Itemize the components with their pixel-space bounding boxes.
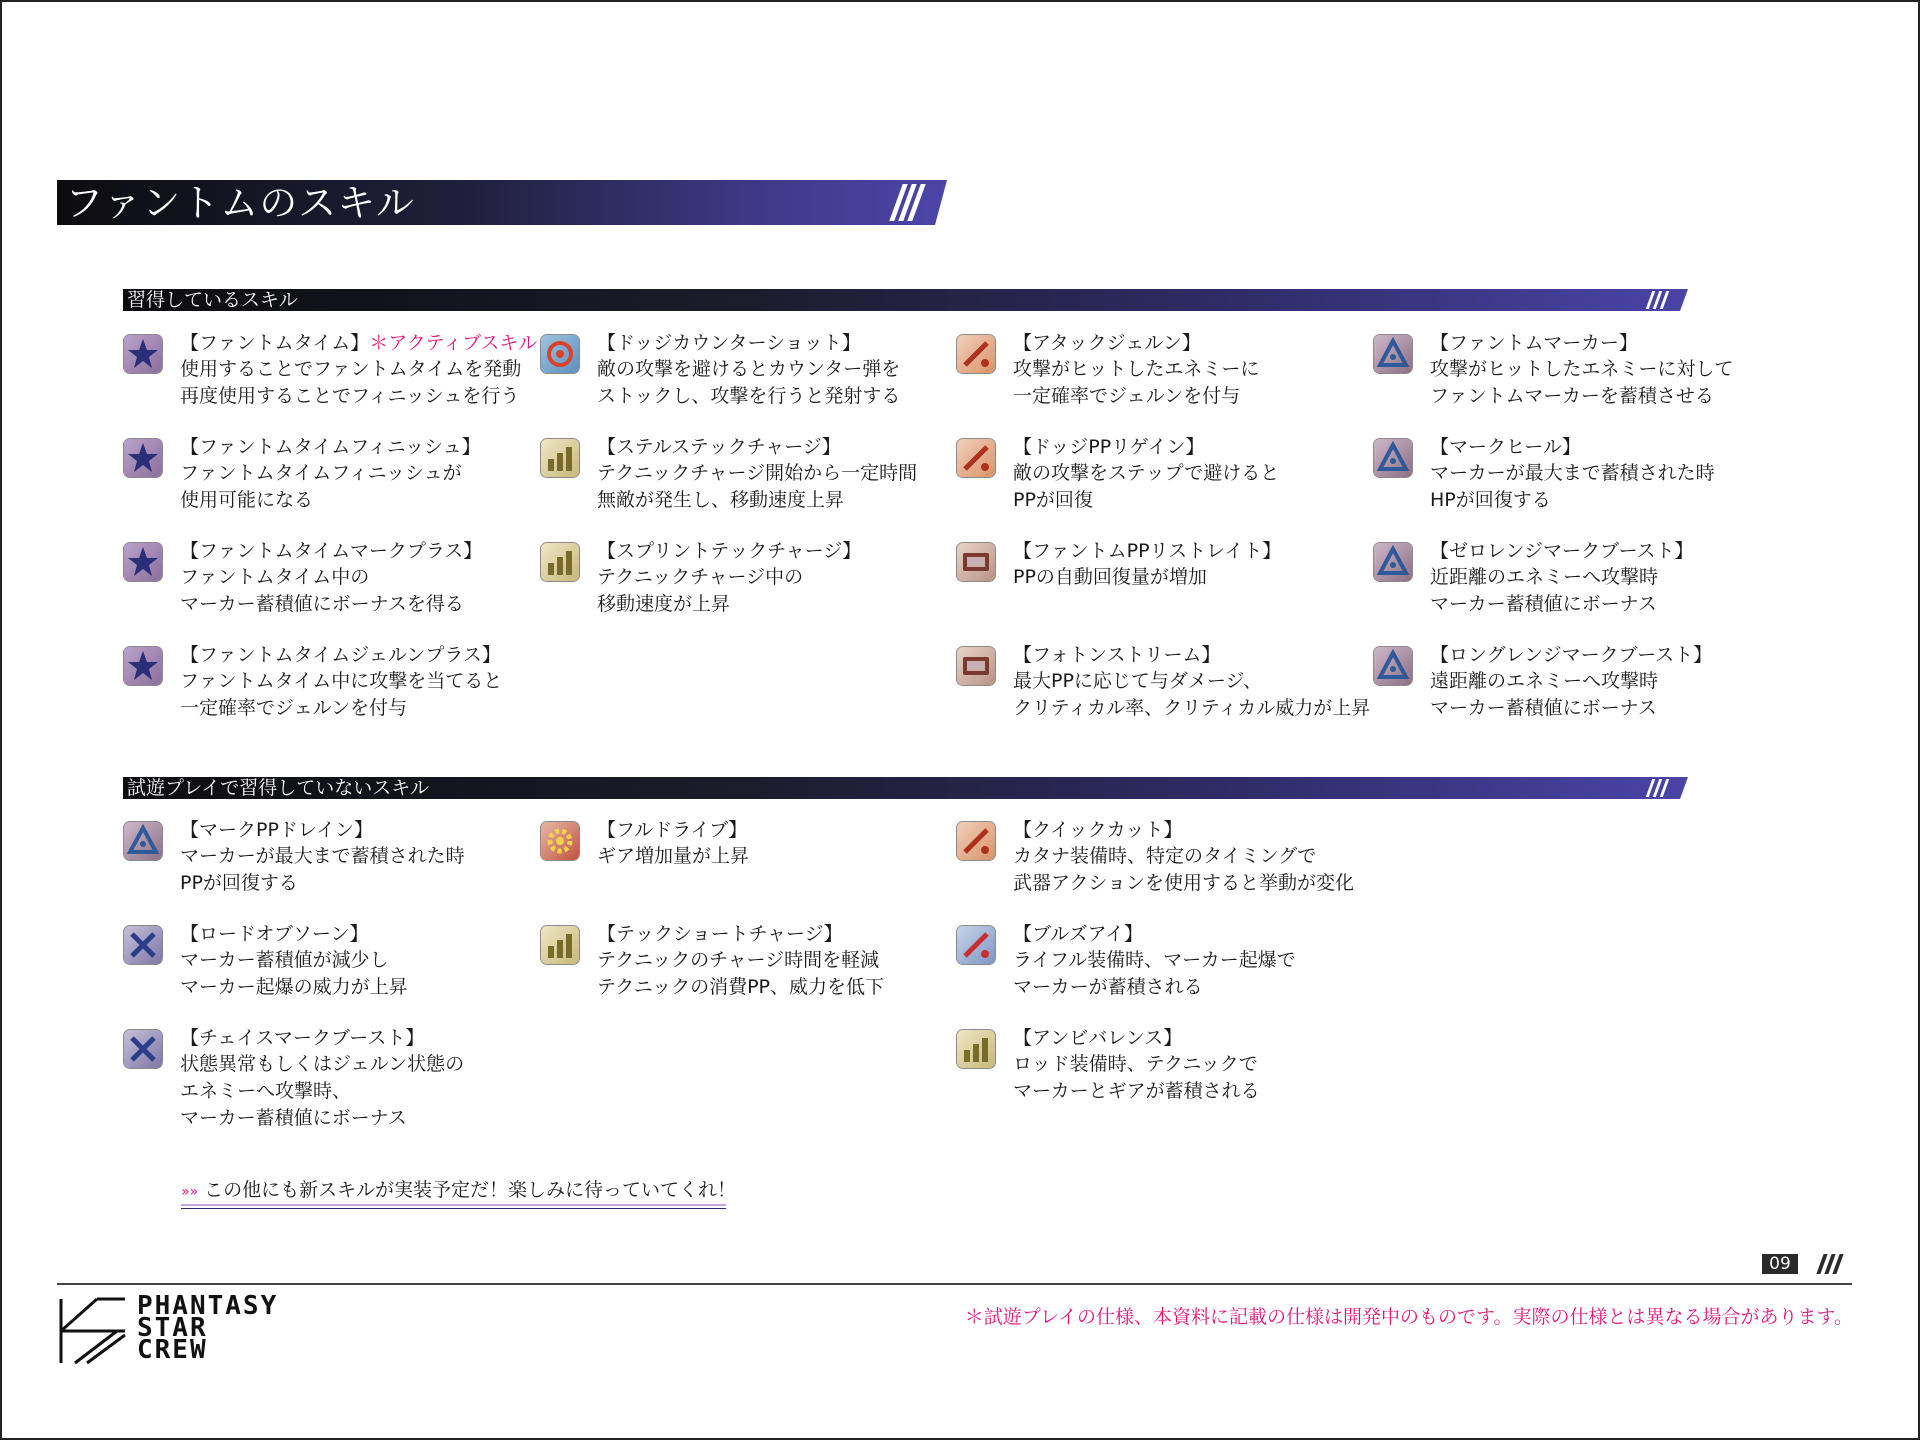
skill-name: 【アンビバレンス】 — [1013, 1027, 1183, 1049]
skill-name: 【ファントムタイム】 — [180, 332, 370, 354]
skill-description: ファントムタイム中の マーカー蓄積値にボーナスを得る — [180, 566, 464, 615]
note-underline — [181, 1208, 726, 1209]
active-skill-tag: ＊アクティブスキル — [369, 332, 538, 354]
section-header-learned — [123, 289, 1688, 311]
upcoming-skills-note — [181, 1177, 736, 1205]
logo-emblem-icon — [57, 1295, 129, 1367]
skill-name: 【ドッジカウンターショット】 — [597, 332, 861, 354]
skill-name: 【ロードオブソーン】 — [180, 923, 369, 945]
note-underline — [181, 1204, 726, 1206]
skill-description: マーカー蓄積値が減少し マーカー起爆の威力が上昇 — [180, 949, 408, 998]
page-title-bar — [57, 180, 947, 225]
skill-name: 【アタックジェルン】 — [1013, 332, 1201, 354]
photon-stream-icon — [956, 646, 996, 686]
skill-description: 攻撃がヒットしたエネミーに対して ファントムマーカーを蓄積させる — [1430, 358, 1734, 407]
skill-description: テクニックチャージ開始から一定時間 無敵が発生し、移動速度上昇 — [597, 462, 918, 511]
sprint-tech-charge-icon — [540, 542, 580, 582]
skill-name: 【マークPPドレイン】 — [180, 819, 373, 841]
mark-heal-icon — [1373, 438, 1413, 478]
tech-short-charge-icon — [540, 925, 580, 965]
skill-name: 【ゼロレンジマークブースト】 — [1430, 540, 1694, 562]
ambivalence-icon — [956, 1029, 996, 1069]
page-number: 09 — [1762, 1254, 1798, 1274]
chase-mark-boost-icon — [123, 1029, 163, 1069]
skill-name: 【ファントムタイムジェルンプラス】 — [180, 644, 501, 666]
skill-description: カタナ装備時、特定のタイミングで 武器アクションを使用すると挙動が変化 — [1013, 845, 1355, 894]
skill-description: ライフル装備時、マーカー起爆で マーカーが蓄積される — [1013, 949, 1296, 998]
skill-name: 【ファントムタイムマークプラス】 — [180, 540, 483, 562]
full-drive-icon — [540, 821, 580, 861]
skill-description: ギア増加量が上昇 — [597, 845, 750, 867]
skill-name: 【チェイスマークブースト】 — [180, 1027, 425, 1049]
skill-description: 遠距離のエネミーへ攻撃時 マーカー蓄積値にボーナス — [1430, 670, 1659, 719]
mark-pp-drain-icon — [123, 821, 163, 861]
skill-description: 攻撃がヒットしたエネミーに 一定確率でジェルンを付与 — [1013, 358, 1260, 407]
skill-name: 【テックショートチャージ】 — [597, 923, 843, 945]
skill-name: 【ファントムマーカー】 — [1430, 332, 1638, 354]
page-number-slashes-icon — [1820, 1254, 1840, 1274]
skill-description: 敵の攻撃をステップで避けると PPが回復 — [1013, 462, 1280, 511]
stealth-tech-charge-icon — [540, 438, 580, 478]
phantom-time-finish-icon — [123, 438, 163, 478]
skill-description: テクニックチャージ中の 移動速度が上昇 — [597, 566, 804, 615]
dodge-counter-shot-icon — [540, 334, 580, 374]
skill-description: 最大PPに応じて与ダメージ、 クリティカル率、クリティカル威力が上昇 — [1013, 670, 1371, 719]
skill-name: 【ブルズアイ】 — [1013, 923, 1143, 945]
skill-name: 【ステルステックチャージ】 — [597, 436, 841, 458]
disclaimer: ＊試遊プレイの仕様、本資料に記載の仕様は開発中のものです。実際の仕様とは異なる場合があります。 — [964, 1306, 1853, 1328]
phantom-pp-restrate-icon — [956, 542, 996, 582]
skill-description: ファントムタイムフィニッシュが 使用可能になる — [180, 462, 462, 511]
skill-description: PPの自動回復量が増加 — [1013, 566, 1207, 588]
skill-name: 【ドッジPPリゲイン】 — [1013, 436, 1205, 458]
skill-description: テクニックのチャージ時間を軽減 テクニックの消費PP、威力を低下 — [597, 949, 885, 998]
zero-range-mark-boost-icon — [1373, 542, 1413, 582]
phantom-time-mark-plus-icon — [123, 542, 163, 582]
skill-name: 【スプリントテックチャージ】 — [597, 540, 862, 562]
dodge-pp-regain-icon — [956, 438, 996, 478]
skill-name: 【フォトンストリーム】 — [1013, 644, 1221, 666]
page-title: ファントムのスキル — [65, 181, 415, 225]
logo-line3: CREW — [137, 1339, 208, 1361]
attack-jellen-icon — [956, 334, 996, 374]
footer-rule — [57, 1283, 1852, 1285]
section-heading: 試遊プレイで習得していないスキル — [127, 777, 430, 799]
skill-name: 【ファントムPPリストレイト】 — [1013, 540, 1282, 562]
skill-name: 【ロングレンジマークブースト】 — [1430, 644, 1713, 666]
bullseye-icon — [956, 925, 996, 965]
lord-of-thorn-icon — [123, 925, 163, 965]
skill-name: 【フルドライブ】 — [597, 819, 748, 841]
title-slashes-icon — [896, 184, 919, 221]
skill-description: マーカーが最大まで蓄積された時 HPが回復する — [1430, 462, 1715, 511]
skill-description: ファントムタイム中に攻撃を当てると 一定確率でジェルンを付与 — [180, 670, 503, 719]
skill-description: 敵の攻撃を避けるとカウンター弾を ストックし、攻撃を行うと発射する — [597, 358, 901, 407]
skill-description: ロッド装備時、テクニックで マーカーとギアが蓄積される — [1013, 1053, 1260, 1102]
skill-name: 【クイックカット】 — [1013, 819, 1183, 841]
skill-description: 状態異常もしくはジェルン状態の エネミーへ攻撃時、 マーカー蓄積値にボーナス — [180, 1053, 465, 1129]
phantom-time-jellen-plus-icon — [123, 646, 163, 686]
section-slashes-icon — [1649, 291, 1666, 309]
section-slashes-icon — [1649, 779, 1666, 797]
phantasy-star-crew-logo — [57, 1291, 327, 1367]
skill-description: 使用することでファントムタイムを発動 再度使用することでフィニッシュを行う — [180, 358, 522, 407]
triple-chevron-icon: »» — [181, 1184, 199, 1200]
skill-description: 近距離のエネミーへ攻撃時 マーカー蓄積値にボーナス — [1430, 566, 1659, 615]
quick-cut-icon — [956, 821, 996, 861]
long-range-mark-boost-icon — [1373, 646, 1413, 686]
skill-name: 【マークヒール】 — [1430, 436, 1581, 458]
section-heading: 習得しているスキル — [127, 289, 298, 311]
logo-line2: STAR — [137, 1313, 208, 1343]
skill-name: 【ファントムタイムフィニッシュ】 — [180, 436, 481, 458]
section-header-unlearned — [123, 777, 1688, 799]
phantom-time-icon — [123, 334, 163, 374]
phantom-marker-icon — [1373, 334, 1413, 374]
logo-line1: PHANTASY — [137, 1291, 279, 1321]
skill-description: マーカーが最大まで蓄積された時 PPが回復する — [180, 845, 465, 894]
note-text: この他にも新スキルが実装予定だ！楽しみに待っていてくれ！ — [204, 1179, 736, 1201]
